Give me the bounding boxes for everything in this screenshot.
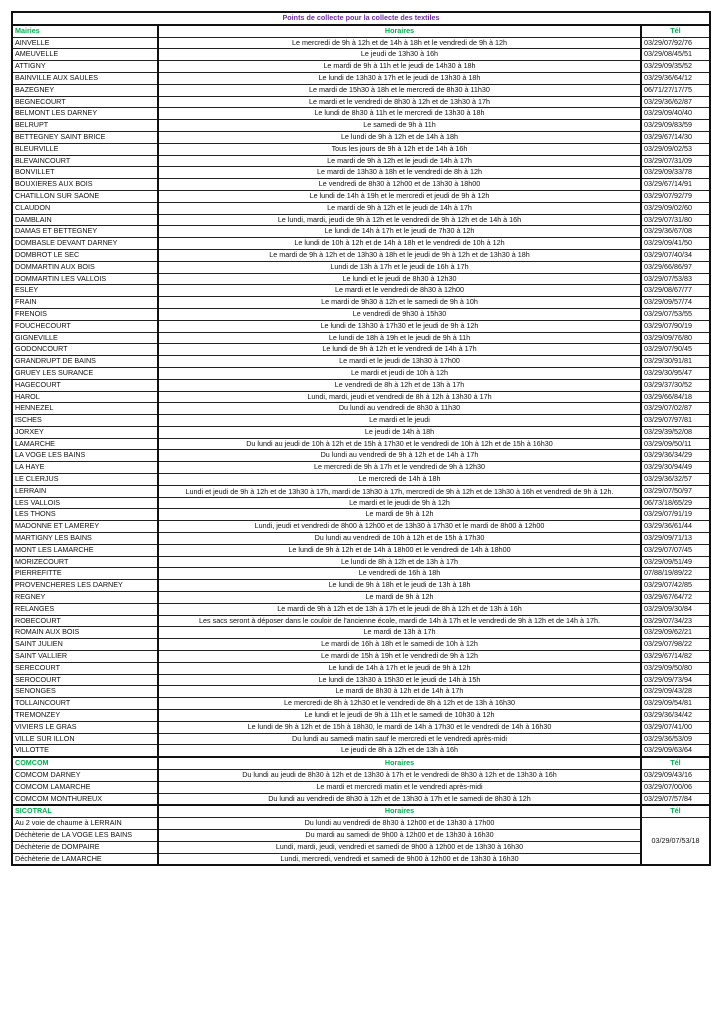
opening-hours: Du lundi au vendredi de 9h à 12h et de 14h à 17h [158,450,641,462]
phone-number: 03/29/36/32/57 [641,474,710,486]
phone-number: 03/29/36/34/42 [641,710,710,722]
phone-number: 03/29/07/34/23 [641,615,710,627]
title-row [12,12,710,25]
table-row [12,61,710,73]
opening-hours: Le lundi de 14h à 17h et le jeudi de 9h à 12h [158,662,641,674]
phone-number: 03/29/07/31/80 [641,214,710,226]
table-row [12,509,710,521]
table-row [12,49,710,61]
tel-column-header: Tél [641,805,710,817]
opening-hours: Le lundi de 13h30 à 17h30 et le jeudi de 9h à 12h [158,320,641,332]
phone-number: 03/29/07/40/34 [641,249,710,261]
table-row [12,745,710,757]
phone-number: 03/29/07/97/81 [641,415,710,427]
opening-hours: Le lundi de 8h30 à 11h et le mercredi de 13h30 à 18h [158,108,641,120]
location-name: GODONCOURT [12,344,158,356]
location-name: GRUEY LES SURANCE [12,367,158,379]
table-row [12,533,710,545]
table-row [12,84,710,96]
phone-number: 03/29/07/53/55 [641,308,710,320]
table-row [12,662,710,674]
opening-hours: Le lundi et le jeudi de 9h à 11h et le samedi de 10h30 à 12h [158,710,641,722]
phone-number: 03/29/07/53/18 [641,818,710,866]
location-name: LA VOGE LES BAINS [12,450,158,462]
phone-number: 03/29/66/86/97 [641,261,710,273]
phone-number: 03/29/30/94/49 [641,462,710,474]
section-label: SICOTRAL [12,805,158,817]
opening-hours: Le lundi de 10h à 12h et de 14h à 18h et le vendredi de 10h à 12h [158,238,641,250]
table-row [12,249,710,261]
location-name: RELANGES [12,603,158,615]
table-row [12,273,710,285]
phone-number: 03/29/39/52/08 [641,426,710,438]
table-row [12,96,710,108]
table-row [12,297,710,309]
opening-hours: Le lundi de 9h à 12h et le vendredi de 14h à 17h [158,344,641,356]
location-name: HAROL [12,391,158,403]
location-name: ROMAIN AUX BOIS [12,627,158,639]
table-row [12,131,710,143]
phone-number: 03/29/08/45/51 [641,49,710,61]
table-row [12,108,710,120]
phone-number: 03/29/07/92/79 [641,190,710,202]
location-name: VILLOTTE [12,745,158,757]
location-name: COMCOM LAMARCHE [12,781,158,793]
opening-hours: Du lundi au vendredi de 10h à 12h et de 15h à 17h30 [158,533,641,545]
hours-column-header: Horaires [158,757,641,769]
opening-hours: Le mardi de 9h à 12h [158,592,641,604]
location-name: COMCOM DARNEY [12,770,158,782]
phone-number: 03/29/09/43/28 [641,686,710,698]
opening-hours: Lundi, mardi, jeudi, vendredi et samedi de 9h00 à 12h00 et de 13h30 à 16h30 [158,841,641,853]
opening-hours: Le lundi de 13h30 à 17h et le jeudi de 13h30 à 18h [158,72,641,84]
opening-hours: Le mardi de 16h à 18h et le samedi de 10h à 12h [158,639,641,651]
phone-number: 03/29/37/30/52 [641,379,710,391]
opening-hours: Le mardi et le jeudi [158,415,641,427]
table-row [12,639,710,651]
opening-hours: Le lundi de 13h30 à 15h30 et le jeudi de 14h à 15h [158,674,641,686]
table-row [12,474,710,486]
location-name: FRENOIS [12,308,158,320]
table-row [12,367,710,379]
phone-number: 03/29/36/62/87 [641,96,710,108]
opening-hours: Le lundi de 9h à 12h et de 14h à 18h [158,131,641,143]
table-row [12,462,710,474]
opening-hours: Tous les jours de 9h à 12h et de 14h à 16h [158,143,641,155]
opening-hours: Le mardi et jeudi de 10h à 12h [158,367,641,379]
phone-number: 03/29/09/30/84 [641,603,710,615]
location-name: DOMMARTIN AUX BOIS [12,261,158,273]
table-row [12,72,710,84]
table-row [12,344,710,356]
tel-column-header: Tél [641,25,710,37]
phone-number: 03/29/07/02/87 [641,403,710,415]
phone-number: 03/29/09/51/49 [641,556,710,568]
phone-number: 03/29/09/43/16 [641,770,710,782]
phone-number: 03/29/07/07/45 [641,544,710,556]
phone-number: 03/29/09/50/80 [641,662,710,674]
phone-number: 06/73/18/65/29 [641,497,710,509]
opening-hours: Le mardi de 9h à 12h et le jeudi de 14h à 17h [158,155,641,167]
phone-number: 03/29/07/57/84 [641,793,710,805]
location-name: SAINT VALLIER [12,651,158,663]
location-name: HAGECOURT [12,379,158,391]
opening-hours: Du lundi au vendredi de 8h30 à 12h et de 13h30 à 17h et le samedi de 8h30 à 12h [158,793,641,805]
table-row [12,853,710,865]
opening-hours: Du lundi au vendredi de 8h30 à 12h00 et de 13h30 à 17h00 [158,818,641,830]
location-name: TREMONZEY [12,710,158,722]
table-row [12,120,710,132]
phone-number: 03/29/67/14/82 [641,651,710,663]
opening-hours: Les sacs seront à déposer dans le couloir de l'ancienne école, mardi de 14h à 17h et le vendredi de 9h à 12h et de 14h à 17h. [158,615,641,627]
section-header-sicotral [12,805,710,817]
phone-number: 03/29/09/73/94 [641,674,710,686]
table-row [12,781,710,793]
table-row [12,438,710,450]
location-name: LA HAYE [12,462,158,474]
table-row [12,202,710,214]
table-row [12,320,710,332]
table-row [12,356,710,368]
phone-number: 03/29/07/92/76 [641,37,710,49]
phone-number: 03/29/09/41/50 [641,238,710,250]
opening-hours: Le mercredi de 9h à 17h et le vendredi de 9h à 12h30 [158,462,641,474]
opening-hours: Du lundi au samedi matin sauf le mercredi et le vendredi après-midi [158,733,641,745]
phone-number: 03/29/09/33/78 [641,167,710,179]
opening-hours: Le jeudi de 8h à 12h et de 13h à 16h [158,745,641,757]
table-row [12,580,710,592]
phone-number: 03/29/36/34/29 [641,450,710,462]
location-name: Au 2 voie de chaume à LERRAIN [12,818,158,830]
opening-hours: Le mardi et le jeudi de 13h30 à 17h00 [158,356,641,368]
location-name: DAMAS ET BETTEGNEY [12,226,158,238]
location-name: BEGNECOURT [12,96,158,108]
opening-hours: Lundi de 13h à 17h et le jeudi de 16h à 17h [158,261,641,273]
opening-hours: Le mardi de 15h à 19h et le vendredi de 9h à 12h [158,651,641,663]
opening-hours: Le mardi de 9h à 11h et le jeudi de 14h30 à 18h [158,61,641,73]
table-row [12,485,710,497]
location-name: ESLEY [12,285,158,297]
section-label: Mairies [12,25,158,37]
phone-number: 03/29/07/53/83 [641,273,710,285]
opening-hours: Le mardi et le vendredi de 8h30 à 12h00 [158,285,641,297]
table-row [12,841,710,853]
opening-hours: Le mardi de 9h à 12h et de 13h30 à 18h et le jeudi de 9h à 12h et de 13h30 à 18h [158,249,641,261]
table-row [12,521,710,533]
opening-hours: Le mardi de 15h30 à 18h et le mercredi de 8h30 à 11h30 [158,84,641,96]
table-row [12,179,710,191]
location-name: LE CLERJUS [12,474,158,486]
location-name: GIGNEVILLE [12,332,158,344]
table-row [12,674,710,686]
opening-hours: Du mardi au samedi de 9h00 à 12h00 et de 13h30 à 16h30 [158,829,641,841]
opening-hours: Le vendredi de 8h30 à 12h00 et de 13h30 à 18h00 [158,179,641,191]
phone-number: 03/29/36/64/12 [641,72,710,84]
phone-number: 03/29/07/00/06 [641,781,710,793]
opening-hours: Le samedi de 9h à 11h [158,120,641,132]
table-row [12,450,710,462]
location-name: Déchèterie de DOMPAIRE [12,841,158,853]
phone-number: 03/29/07/42/85 [641,580,710,592]
location-name: SERECOURT [12,662,158,674]
opening-hours: Le lundi de 14h à 19h et le mercredi et jeudi de 9h à 12h [158,190,641,202]
hours-column-header: Horaires [158,25,641,37]
table-row [12,403,710,415]
opening-hours: Le mardi et mercredi matin et le vendredi après-midi [158,781,641,793]
location-name: FOUCHECOURT [12,320,158,332]
opening-hours: Du lundi au jeudi de 8h30 à 12h et de 13h30 à 17h et le vendredi de 8h30 à 12h et de 13h30 à 16h [158,770,641,782]
phone-number: 03/29/07/41/00 [641,721,710,733]
location-name: VIVIERS LE GRAS [12,721,158,733]
opening-hours: Le mardi de 9h à 12h et de 13h à 17h et le jeudi de 8h à 12h et de 13h à 16h [158,603,641,615]
location-name: PROVENCHERES LES DARNEY [12,580,158,592]
table-row [12,37,710,49]
opening-hours: Du lundi au vendredi de 8h30 à 11h30 [158,403,641,415]
opening-hours: Le mardi de 13h30 à 18h et le vendredi de 8h à 12h [158,167,641,179]
location-name: BONVILLET [12,167,158,179]
location-name: DOMMARTIN LES VALLOIS [12,273,158,285]
location-name: BOUXIERES AUX BOIS [12,179,158,191]
location-name: CHATILLON SUR SAONE [12,190,158,202]
phone-number: 07/88/19/89/22 [641,568,710,580]
location-name: MORIZECOURT [12,556,158,568]
table-row [12,651,710,663]
location-name: REGNEY [12,592,158,604]
location-name: HENNEZEL [12,403,158,415]
opening-hours: Le mardi de 9h à 12h et le jeudi de 14h à 17h [158,202,641,214]
table-row [12,592,710,604]
opening-hours: Lundi, mardi, jeudi et vendredi de 8h à 12h à 13h30 à 17h [158,391,641,403]
location-name: SEROCOURT [12,674,158,686]
location-name: BELRUPT [12,120,158,132]
location-name: MADONNE ET LAMEREY [12,521,158,533]
opening-hours: Le lundi, mardi, jeudi de 9h à 12h et le vendredi de 9h à 12h et de 14h à 16h [158,214,641,226]
phone-number: 06/71/27/17/75 [641,84,710,96]
opening-hours: Le mardi et le jeudi de 9h à 12h [158,497,641,509]
phone-number: 03/29/36/67/08 [641,226,710,238]
section-header-comcom [12,757,710,769]
location-name: BAINVILLE AUX SAULES [12,72,158,84]
location-name: PIERREFITTE [12,568,158,580]
opening-hours: Lundi, mercredi, vendredi et samedi de 9h00 à 12h00 et de 13h30 à 16h30 [158,853,641,865]
opening-hours: Le jeudi de 13h30 à 16h [158,49,641,61]
table-row [12,238,710,250]
location-name: LES VALLOIS [12,497,158,509]
table-row [12,285,710,297]
location-name: DOMBASLE DEVANT DARNEY [12,238,158,250]
opening-hours: Le lundi de 9h à 12h et de 14h à 18h00 et le vendredi de 14h à 18h00 [158,544,641,556]
phone-number: 03/29/09/83/59 [641,120,710,132]
phone-number: 03/29/09/57/74 [641,297,710,309]
table-row [12,733,710,745]
phone-number: 03/29/09/40/40 [641,108,710,120]
page-title: Points de collecte pour la collecte des textiles [12,12,710,25]
table-row [12,721,710,733]
opening-hours: Du lundi au jeudi de 10h à 12h et de 15h à 17h30 et le vendredi de 10h à 12h et de 15h à 16h30 [158,438,641,450]
opening-hours: Le lundi de 18h à 19h et le jeudi de 9h à 11h [158,332,641,344]
location-name: CLAUDON [12,202,158,214]
opening-hours: Le lundi de 9h à 12h et de 15h à 18h30, le mardi de 14h à 17h30 et le vendredi de 14h à 16h30 [158,721,641,733]
table-row [12,214,710,226]
table-row [12,615,710,627]
location-name: Déchèterie de LAMARCHE [12,853,158,865]
opening-hours: Lundi et jeudi de 9h à 12h et de 13h30 à 17h, mardi de 13h30 à 17h, mercredi de 9h à 12h et de 13h30 à 16h et vendredi de 9h à 12h. [158,485,641,497]
phone-number: 03/29/66/84/18 [641,391,710,403]
location-name: AINVELLE [12,37,158,49]
phone-number: 03/29/36/53/09 [641,733,710,745]
phone-number: 03/29/67/64/72 [641,592,710,604]
opening-hours: Le vendredi de 9h30 à 15h30 [158,308,641,320]
table-row [12,603,710,615]
location-name: FRAIN [12,297,158,309]
opening-hours: Lundi, jeudi et vendredi de 8h00 à 12h00 et de 13h30 à 17h30 et le mardi de 8h00 à 12h00 [158,521,641,533]
opening-hours: Le mardi de 9h à 12h [158,509,641,521]
table-row [12,261,710,273]
phone-number: 03/29/09/71/13 [641,533,710,545]
location-name: LERRAIN [12,485,158,497]
opening-hours: Le vendredi de 16h à 18h [158,568,641,580]
opening-hours: Le mercredi de 9h à 12h et de 14h à 18h et le vendredi de 9h à 12h [158,37,641,49]
table-row [12,568,710,580]
phone-number: 03/29/09/54/81 [641,698,710,710]
opening-hours: Le jeudi de 14h à 18h [158,426,641,438]
phone-number: 03/29/09/63/64 [641,745,710,757]
table-row [12,497,710,509]
location-name: BELMONT LES DARNEY [12,108,158,120]
location-name: COMCOM MONTHUREUX [12,793,158,805]
phone-number: 03/29/07/31/09 [641,155,710,167]
opening-hours: Le lundi de 8h à 12h et de 13h à 17h [158,556,641,568]
table-row [12,686,710,698]
location-name: AMEUVELLE [12,49,158,61]
table-row [12,710,710,722]
location-name: BETTEGNEY SAINT BRICE [12,131,158,143]
location-name: SENONGES [12,686,158,698]
opening-hours: Le mercredi de 14h à 18h [158,474,641,486]
phone-number: 03/29/09/02/60 [641,202,710,214]
phone-number: 03/29/30/91/81 [641,356,710,368]
table-row [12,818,710,830]
table-row [12,332,710,344]
location-name: ROBECOURT [12,615,158,627]
opening-hours: Le lundi et le jeudi de 8h30 à 12h30 [158,273,641,285]
table-row [12,167,710,179]
location-name: SAINT JULIEN [12,639,158,651]
location-name: ATTIGNY [12,61,158,73]
opening-hours: Le mardi et le vendredi de 8h30 à 12h et de 13h30 à 17h [158,96,641,108]
phone-number: 03/29/09/35/52 [641,61,710,73]
section-header-mairies [12,25,710,37]
location-name: GRANDRUPT DE BAINS [12,356,158,368]
phone-number: 03/29/08/67/77 [641,285,710,297]
phone-number: 03/29/67/14/91 [641,179,710,191]
opening-hours: Le vendredi de 8h à 12h et de 13h à 17h [158,379,641,391]
opening-hours: Le mercredi de 8h à 12h30 et le vendredi de 8h à 12h et de 13h à 16h30 [158,698,641,710]
location-name: BAZEGNEY [12,84,158,96]
phone-number: 03/29/36/61/44 [641,521,710,533]
section-label: COMCOM [12,757,158,769]
phone-number: 03/29/07/91/19 [641,509,710,521]
table-row [12,226,710,238]
table-row [12,379,710,391]
hours-column-header: Horaires [158,805,641,817]
location-name: VILLE SUR ILLON [12,733,158,745]
location-name: LES THONS [12,509,158,521]
tel-column-header: Tél [641,757,710,769]
table-row [12,793,710,805]
location-name: MONT LES LAMARCHE [12,544,158,556]
table-row [12,556,710,568]
table-row [12,627,710,639]
location-name: Déchèterie de LA VOGE LES BAINS [12,829,158,841]
location-name: TOLLAINCOURT [12,698,158,710]
table-row [12,391,710,403]
table-row [12,426,710,438]
phone-number: 03/29/07/90/19 [641,320,710,332]
phone-number: 03/29/09/62/21 [641,627,710,639]
phone-number: 03/29/30/95/47 [641,367,710,379]
opening-hours: Le mardi de 8h30 à 12h et de 14h à 17h [158,686,641,698]
phone-number: 03/29/07/90/45 [641,344,710,356]
opening-hours: Le mardi de 13h à 17h [158,627,641,639]
table-row [12,829,710,841]
phone-number: 03/29/07/50/97 [641,485,710,497]
opening-hours: Le lundi de 9h à 18h et le jeudi de 13h à 18h [158,580,641,592]
phone-number: 03/29/67/14/30 [641,131,710,143]
location-name: JORXEY [12,426,158,438]
table-row [12,544,710,556]
phone-number: 03/29/07/98/22 [641,639,710,651]
location-name: ISCHES [12,415,158,427]
table-row [12,308,710,320]
table-row [12,155,710,167]
location-name: LAMARCHE [12,438,158,450]
location-name: BLEVAINCOURT [12,155,158,167]
opening-hours: Le mardi de 9h30 à 12h et le samedi de 9h à 10h [158,297,641,309]
phone-number: 03/29/09/50/11 [641,438,710,450]
location-name: DOMBROT LE SEC [12,249,158,261]
table-row [12,770,710,782]
table-row [12,143,710,155]
location-name: BLEURVILLE [12,143,158,155]
phone-number: 03/29/09/02/53 [641,143,710,155]
phone-number: 03/29/09/76/80 [641,332,710,344]
location-name: MARTIGNY LES BAINS [12,533,158,545]
opening-hours: Le lundi de 14h à 17h et le jeudi de 7h30 à 12h [158,226,641,238]
table-row [12,190,710,202]
table-row [12,415,710,427]
collection-points-table [11,11,711,866]
table-row [12,698,710,710]
location-name: DAMBLAIN [12,214,158,226]
